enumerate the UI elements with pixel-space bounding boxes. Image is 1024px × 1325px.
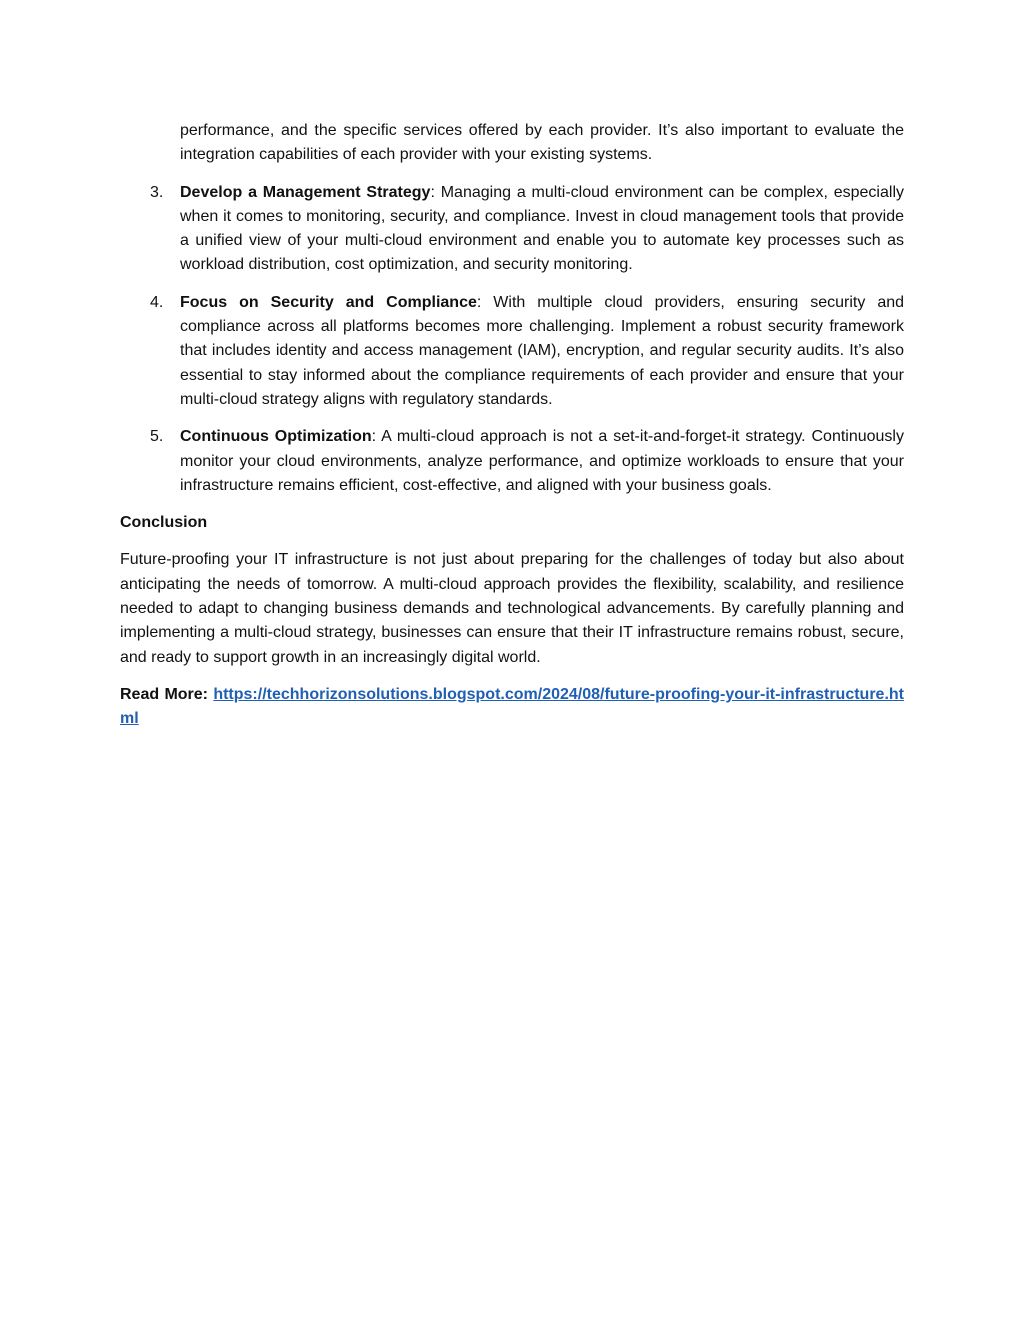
list-item-body: : Managing a multi-cloud environment can be complex, especially when it comes to monitoring, security, and compliance. Invest in cloud management tools that provide a unified view of your multi-cloud environment and enable you to automate key processes such as workload distribution, cost optimization, and security monitoring. [180, 183, 904, 274]
read-more-label: Read More: [120, 685, 208, 703]
list-item-title: Focus on Security and Compliance [180, 293, 477, 311]
list-item-text [180, 181, 904, 278]
list-item-body: : A multi-cloud approach is not a set-it-and-forget-it strategy. Continuously monitor your cloud environments, analyze performance, and optimize workloads to ensure that your infrastructure remains efficient, cost-effective, and aligned with your business goals. [180, 428, 904, 494]
document-page [120, 119, 904, 732]
read-more-link[interactable]: https://techhorizonsolutions.blogspot.com/2024/08/future-proofing-your-it-infrastructure.html [120, 685, 904, 728]
list-item-body: : With multiple cloud providers, ensuring security and compliance across all platforms becomes more challenging. Implement a robust security framework that includes identity and access management (IAM), encryption, and regular security audits. It’s also essential to stay informed about the compliance requirements of each provider and ensure that your multi-cloud strategy aligns with regulatory standards. [180, 293, 905, 408]
list-item-continuous-optimization [120, 425, 904, 498]
conclusion-paragraph: Future-proofing your IT infrastructure is not just about preparing for the challenges of today but also about anticipating the needs of tomorrow. A multi-cloud approach provides the flexibility, scalability, and resilience needed to adapt to changing business demands and technological advancements. By carefully planning and implementing a multi-cloud strategy, businesses can ensure that their IT infrastructure remains robust, secure, and ready to support growth in an increasingly digital world. [120, 551, 904, 666]
read-more-line [120, 683, 904, 732]
list-number: 3. [150, 183, 164, 201]
list-item-management-strategy [120, 181, 904, 278]
list-item-title: Develop a Management Strategy [180, 183, 431, 201]
list-number: 4. [150, 293, 164, 311]
list-item-title: Continuous Optimization [180, 428, 372, 446]
intro-continuation-paragraph: performance, and the specific services offered by each provider. It’s also important to evaluate the integration capabilities of each provider with your existing systems. [180, 122, 904, 164]
list-item-security-compliance [120, 291, 904, 412]
list-number: 5. [150, 428, 164, 446]
conclusion-heading: Conclusion [120, 514, 208, 532]
list-item-text [180, 291, 904, 412]
list-item-text [180, 425, 904, 498]
